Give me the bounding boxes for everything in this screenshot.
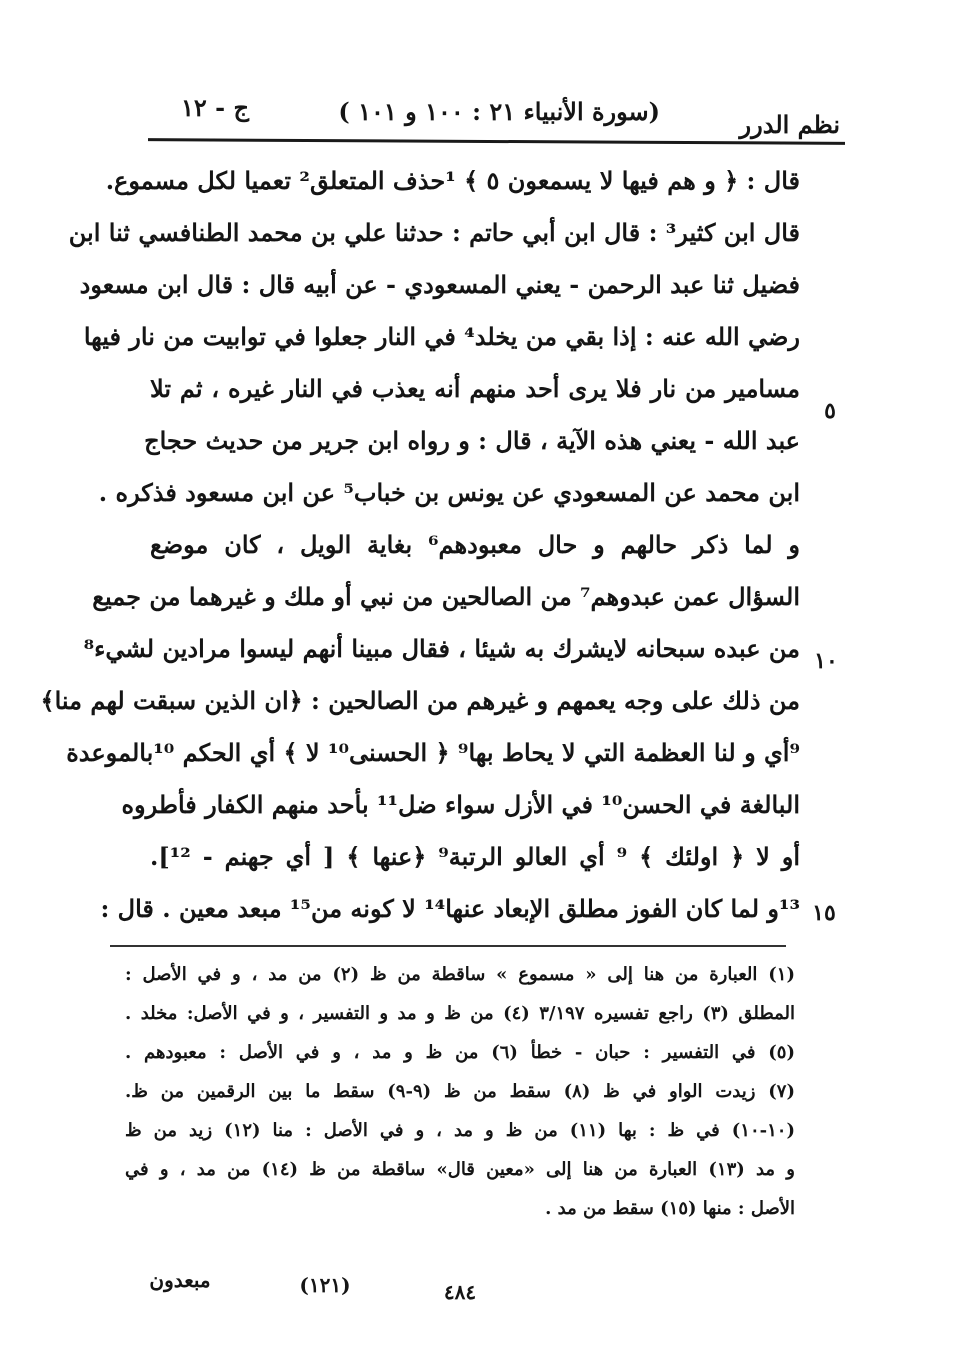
book-title: نظم الدرر bbox=[739, 110, 840, 139]
footnote-line: (١) العبارة من هنا إلى « مسموع » ساقطة من ظ (٢) من مد ، و في الأصل : bbox=[125, 964, 795, 985]
footnote-line: (٥) في التفسير : حبان - خطأ (٦) من ظ و مد ، و في الأصل : معبودهم . bbox=[125, 1042, 795, 1063]
text-line: فضيل ثنا عبد الرحمن - يعني المسعودي - عن أبيه قال : قال ابن مسعود bbox=[79, 270, 800, 299]
sheet-number: (١٢١) bbox=[299, 1273, 351, 1297]
text-line: مسامير من نار فلا يرى أحد منهم أنه يعذب في النار غيره ، ثم تلا bbox=[150, 374, 800, 403]
footnotes bbox=[125, 955, 795, 1228]
text-line: رضي الله عنه : إذا بقي من يخلد⁴ في النار جعلوا في توابيت من نار فيها bbox=[83, 322, 800, 351]
text-line: عبد الله - يعني هذه الآية ، قال : و رواه ابن جرير من حديث حجاج bbox=[144, 426, 800, 455]
text-line: ⁹أي و لنا العظمة التي لا يحاط بها⁹ ﴿ الحسنى¹⁰ لا ﴾ أي الحكم ¹⁰بالموعدة bbox=[66, 738, 800, 767]
line-number-15: ١٥ bbox=[812, 900, 836, 926]
catchword: مبعدون bbox=[149, 1268, 211, 1292]
footnote-line: الأصل : منها (١٥) سقط من مد . bbox=[545, 1198, 795, 1219]
text-line: ابن محمد عن المسعودي عن يونس بن خباب⁵ عن ابن مسعود فذكره . bbox=[98, 478, 800, 507]
line-number-5: ٥ bbox=[824, 398, 836, 424]
text-line: و لما ذكر حالهم و حال معبودهم⁶ بغاية الويل ، كان موضع bbox=[150, 530, 801, 559]
footnote-line: (٧) زيدت الواو في ظ (٨) سقط من ظ (٩-٩) سقط ما بين الرقمين من ظ. bbox=[125, 1081, 795, 1102]
main-text bbox=[40, 155, 801, 935]
text-line: ¹³و لما كان الفوز مطلق الإبعاد عنها¹⁴ لا كونه من¹⁵ مبعد معين . قال : bbox=[100, 894, 800, 923]
footnote-line: و مد (١٣) العبارة من هنا إلى «معين قال» ساقطة من ظ (١٤) من مد ، و في bbox=[125, 1159, 795, 1180]
volume-number: ج - ١٢ bbox=[181, 93, 249, 122]
page-number: ٤٨٤ bbox=[443, 1280, 477, 1304]
text-line: قال : ﴿ و هم فيها لا يسمعون ٥ ﴾ ¹حذف المتعلق² تعميا لكل مسموع. bbox=[105, 166, 800, 195]
footnote-divider bbox=[110, 945, 786, 947]
line-number-10: ١٠ bbox=[814, 648, 838, 674]
text-line: قال ابن كثير³ : قال ابن أبي حاتم : حدثنا علي بن محمد الطنافسي ثنا ابن bbox=[68, 218, 800, 247]
text-line: من ذلك على وجه يعمهم و غيرهم من الصالحين : ﴿ان الذين سبقت لهم منا﴾ bbox=[40, 686, 800, 715]
text-line: السؤال عمن عبدوهم⁷ من الصالحين من نبي أو ملك و غيرهما من جميع bbox=[92, 582, 800, 611]
header-divider bbox=[148, 138, 845, 145]
text-line: أو لا ﴿ اولئك ﴾ ⁹ أي العالو الرتبة⁹ ﴿عنها ﴾ [ أي جهنم - ¹²]. bbox=[150, 842, 800, 871]
footnote-line: المطلق (٣) راجع تفسيره ٣/١٩٧ (٤) من ظ و مد و التفسير ، و في الأصل: مخلد . bbox=[125, 1003, 795, 1024]
footnote-line: (١٠-١٠) في ظ : بها (١١) من ظ و مد ، و في الأصل : منا (١٢) زيد من ظ bbox=[125, 1120, 795, 1141]
text-line: البالغة في الحسن¹⁰ في الأزل سواء ضل¹¹ بأحد منهم الكفار فأطروه bbox=[121, 790, 800, 819]
surah-reference: (سورة الأنبياء ٢١ : ١٠٠ و ١٠١ ) bbox=[338, 97, 660, 126]
text-line: من عبده سبحانه لايشرك به شيئا ، فقال مبينا أنهم ليسوا مرادين لشيء⁸ bbox=[83, 634, 800, 663]
